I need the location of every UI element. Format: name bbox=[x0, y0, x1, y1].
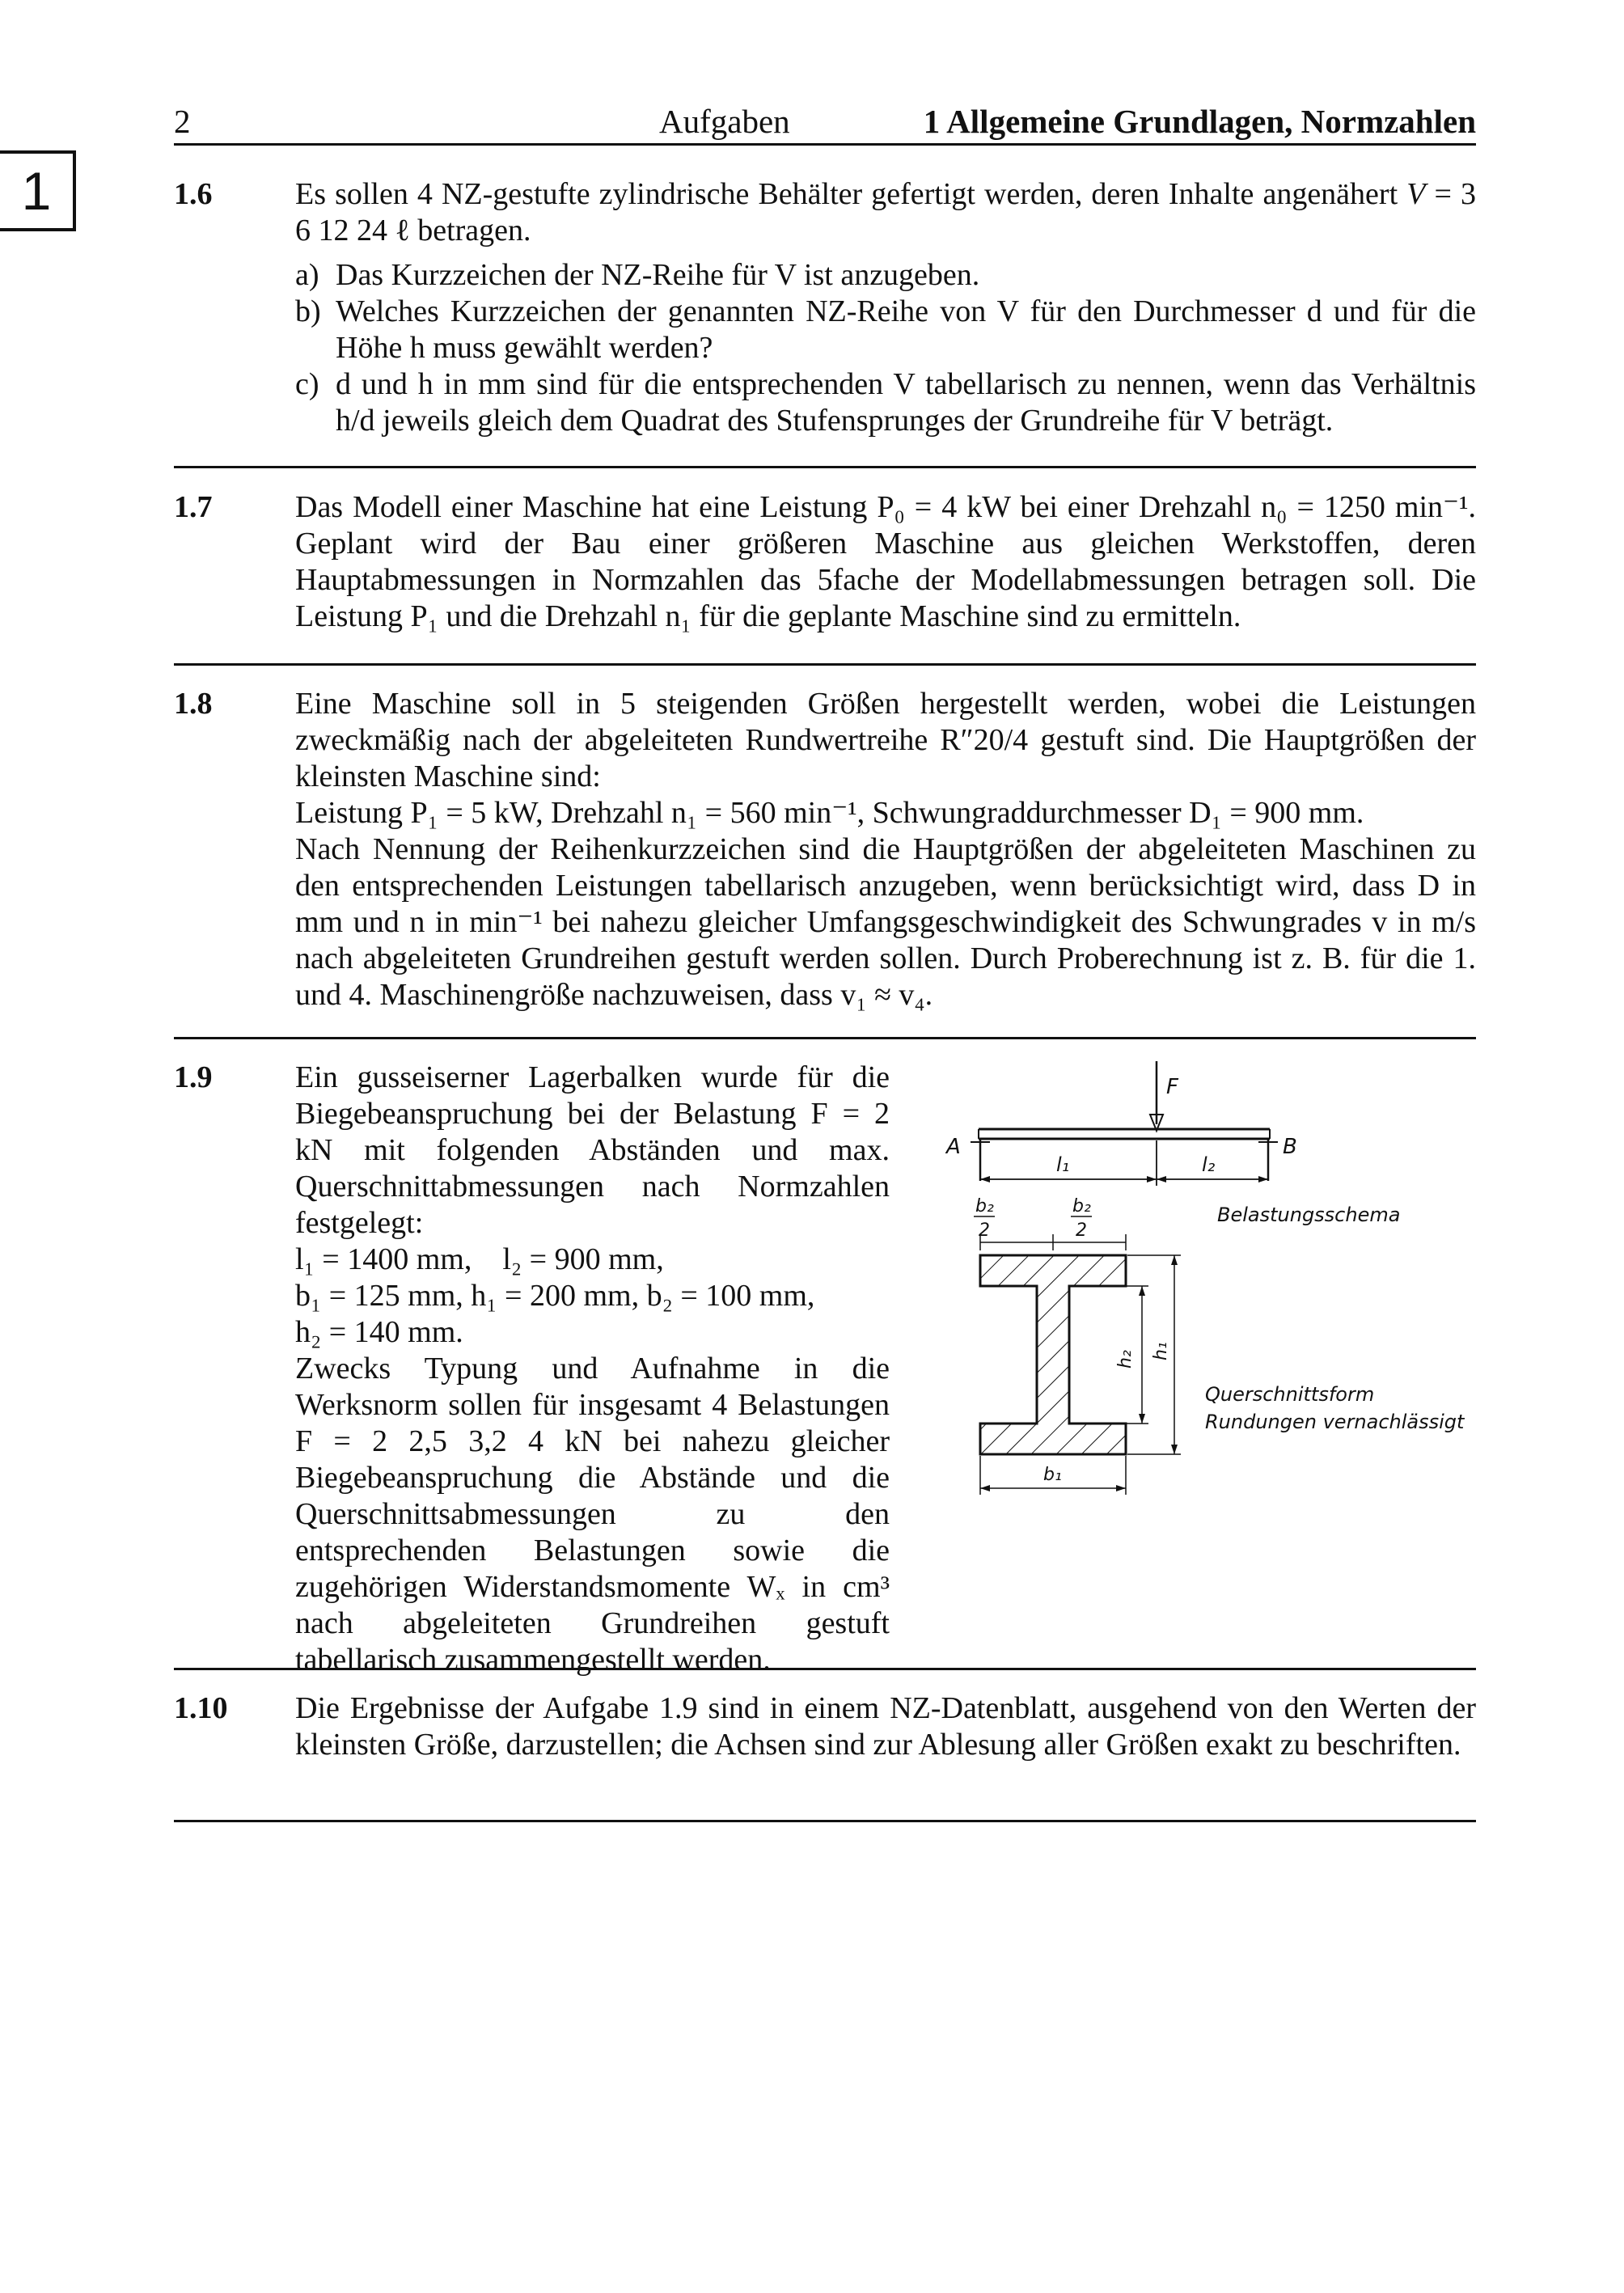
subtask-c: c) d und h in mm sind für die entsprechenden V tabellarisch zu nennen, wenn das Verhältnis h/d jeweils gleich dem Quadrat des Stufensprunges der Grundreihe für V beträgt. bbox=[295, 367, 1476, 438]
label-F: F bbox=[1166, 1075, 1178, 1099]
section-title: Aufgaben bbox=[659, 103, 790, 140]
caption-load: Belastungsschema bbox=[1217, 1204, 1401, 1226]
page-header bbox=[174, 91, 1476, 146]
problem-text: Die Ergebnisse der Aufgabe 1.9 sind in einem NZ-Datenblatt, ausgehend von den Werten der kleinsten Größe, darzustellen; die Achsen sind zur Ablesung aller Größen exakt zu beschriften. bbox=[295, 1691, 1476, 1762]
load-arrow bbox=[1150, 1061, 1163, 1131]
label-b2-left: b₂ bbox=[975, 1196, 994, 1216]
page-number: 2 bbox=[174, 103, 191, 140]
label-h1: h₁ bbox=[1151, 1342, 1171, 1360]
chapter-title: 1 Allgemeine Grundlagen, Normzahlen bbox=[923, 103, 1476, 140]
i-section bbox=[980, 1255, 1126, 1454]
problem-1-8 bbox=[174, 686, 1476, 1012]
support-B bbox=[1258, 1139, 1278, 1181]
problem-text: Es sollen 4 NZ-gestufte zylindrische Behälter gefertigt werden, deren Inhalte angenähert V = 3 6 12 24 ℓ betragen. a) Das Kurzzeichen der NZ-Reihe für V ist anzugeben. b) Welches Kurzzeichen der genannten NZ-Reihe von V für den Durchmesser d und für die Höhe h muss gewählt werden? c) d und h in mm sind für die entsprechenden V tabellarisch zu nennen, wenn das Verhältnis h/d jeweils gleich dem Quadrat des Stufensprunges der Grundreihe für V beträgt. bbox=[295, 177, 1477, 438]
divider bbox=[174, 1668, 1476, 1670]
label-B: B bbox=[1283, 1135, 1297, 1159]
label-2-left: 2 bbox=[979, 1221, 990, 1241]
label-b2-right: b₂ bbox=[1072, 1196, 1091, 1216]
beam bbox=[979, 1129, 1270, 1139]
divider bbox=[174, 1037, 1476, 1039]
problem-1-10 bbox=[174, 1690, 1476, 1804]
label-b1: b₁ bbox=[1043, 1465, 1062, 1485]
label-l2: l₂ bbox=[1202, 1153, 1216, 1176]
label-2-right: 2 bbox=[1076, 1221, 1087, 1241]
problem-number: 1.10 bbox=[174, 1691, 228, 1725]
chapter-tab: 1 bbox=[0, 150, 76, 231]
divider bbox=[174, 1820, 1476, 1822]
problem-number: 1.8 bbox=[174, 687, 213, 721]
divider bbox=[174, 663, 1476, 666]
problem-text: Ein gusseiserner Lagerbalken wurde für die Biegebeanspruchung bei der Belastung F = 2 kN mit folgenden Abständen und max. Querschnittabmessungen nach Normzahlen festgelegt: l₁ = 1400 mm, l₂ = 900 mm, b₁ = 125 mm, h₁ = 200 mm, b₂ = 100 mm, h₂ = 140 mm. Zwecks Typung und Aufnahme in die Werksnorm sollen für insgesamt 4 Belastungen F = 2 2,5 3,2 4 kN bei nahezu gleicher Biegebeanspruchung die Abstände und die Querschnittsabmessungen zu den entsprechenden Belastungen sowie die zugehörigen Widerstandsmomente Wₓ in cm³ nach abgeleiteten Grundreihen gestuft tabellarisch zusammengestellt werden. bbox=[295, 1060, 890, 1677]
label-l1: l₁ bbox=[1056, 1153, 1070, 1176]
problem-1-7 bbox=[174, 489, 1476, 643]
subtask-a: a) Das Kurzzeichen der NZ-Reihe für V ist anzugeben. bbox=[295, 258, 980, 292]
problem-number: 1.6 bbox=[174, 177, 213, 211]
label-h2: h₂ bbox=[1115, 1350, 1136, 1369]
problem-number: 1.9 bbox=[174, 1060, 213, 1094]
problem-text: Das Modell einer Maschine hat eine Leistung P₀ = 4 kW bei einer Drehzahl n₀ = 1250 min⁻¹. Geplant wird der Bau einer größeren Maschine aus gleichen Werkstoffen, deren Hauptabmessungen in Normzahlen das 5fache der Modellabmessungen betragen soll. Die Leistung P₁ und die Drehzahl n₁ für die geplante Maschine sind zu ermitteln. bbox=[295, 490, 1476, 633]
subtask-b: b) Welches Kurzzeichen der genannten NZ-Reihe von V für den Durchmesser d und für die Höhe h muss gewählt werden? bbox=[295, 294, 1476, 365]
problem-number: 1.7 bbox=[174, 490, 213, 524]
span-dimensions bbox=[980, 1140, 1268, 1186]
problem-text: Eine Maschine soll in 5 steigenden Größen hergestellt werden, wobei die Leistungen zweckmäßig nach der abgeleiteten Rundwertreihe R″20/4 gestuft sind. Die Hauptgrößen der kleinsten Maschine sind: Leistung P₁ = 5 kW, Drehzahl n₁ = 560 min⁻¹, Schwungraddurchmesser D₁ = 900 mm. Nach Nennung der Reihenkurzzeichen sind die Hauptgrößen der abgeleiteten Maschinen zu den entsprechenden Leistungen tabellarisch anzugeben, wenn berücksichtigt wird, dass D in mm und n in min⁻¹ bei nahezu gleicher Umfangsgeschwindigkeit des Schwungrades v in m/s nach abgeleiteten Grundreihen gestuft werden sollen. Durch Proberechnung ist z. B. für die 1. und 4. Maschinengröße nachzuweisen, dass v₁ ≈ v₄. bbox=[295, 687, 1476, 1012]
beam-figure bbox=[930, 1051, 1496, 1504]
divider bbox=[174, 466, 1476, 468]
problem-1-6 bbox=[174, 176, 1476, 443]
label-A: A bbox=[946, 1135, 961, 1159]
support-A bbox=[971, 1139, 990, 1181]
caption-section: Querschnittsform bbox=[1205, 1383, 1375, 1406]
caption-note: Rundungen vernachlässigt bbox=[1205, 1411, 1465, 1433]
